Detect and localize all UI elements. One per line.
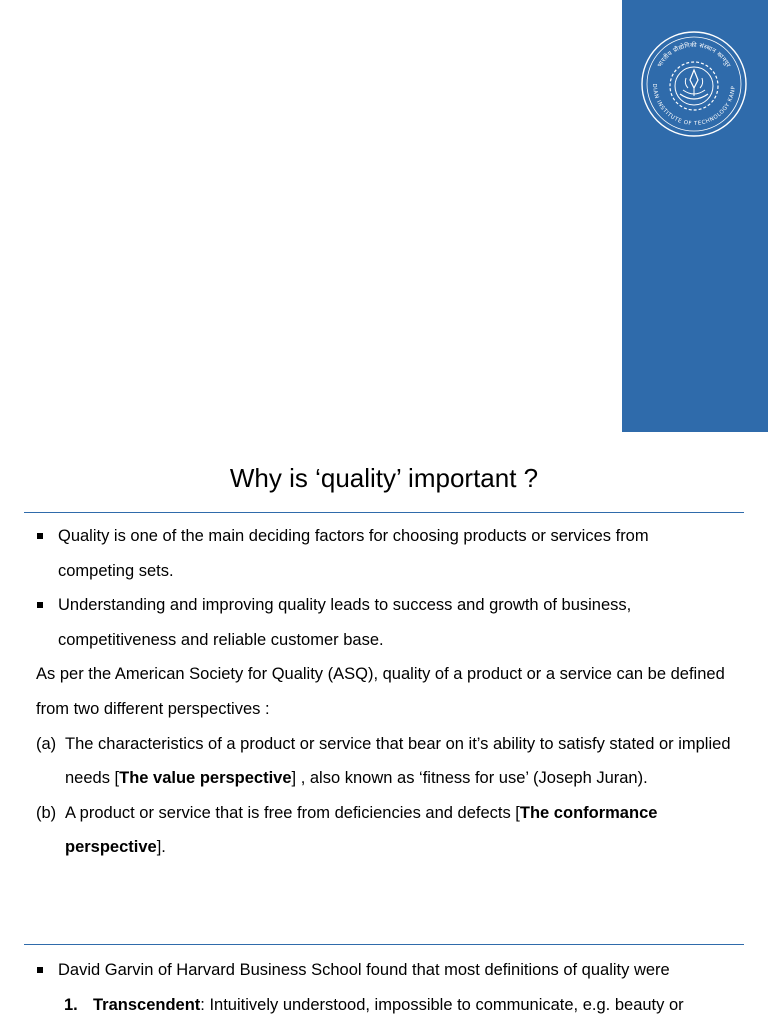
list-marker: (b) <box>36 803 57 822</box>
perspective-text: The characteristics of a product or service that bear on it’s ability to satisfy stated or implied needs [The value perspective] , also known as ‘fitness for use’ (Joseph Juran). <box>65 734 731 788</box>
next-slide-divider <box>24 944 744 945</box>
conformance-perspective-label: The conformance perspective <box>65 803 658 857</box>
title-divider <box>24 512 744 513</box>
iit-kanpur-logo <box>640 30 748 138</box>
bullet-text: Quality is one of the main deciding factors for choosing products or services from competing sets. <box>58 527 649 580</box>
square-bullet-icon <box>37 967 43 973</box>
svg-text:भारतीय प्रौद्योगिकी संस्थान का: भारतीय प्रौद्योगिकी संस्थान कानपुर <box>656 41 732 69</box>
slide-title: Why is ‘quality’ important ? <box>229 463 539 493</box>
transcendent-label: Transcendent <box>93 995 201 1014</box>
slide-body <box>0 519 768 865</box>
svg-text:INDIAN INSTITUTE OF TECHNOLOGY: DIAN INSTITUTE OF TECHNOLOGY KANP <box>650 83 738 128</box>
iit-kanpur-seal-icon <box>640 30 748 138</box>
value-perspective-label: The value perspective <box>119 769 292 788</box>
bullet-item <box>0 588 768 657</box>
perspective-text: A product or service that is free from deficiencies and defects [The conformance perspective]. <box>65 803 658 857</box>
perspective-item-b <box>0 796 768 865</box>
next-slide-body <box>0 953 768 1022</box>
numbered-item <box>0 988 768 1023</box>
numbered-text: Transcendent: Intuitively understood, impossible to communicate, e.g. beauty or <box>93 995 684 1014</box>
list-marker: (a) <box>36 734 57 753</box>
bullet-item <box>0 519 768 588</box>
bullet-item <box>0 953 768 988</box>
bullet-text: David Garvin of Harvard Business School found that most definitions of quality were <box>58 961 670 979</box>
square-bullet-icon <box>37 533 43 539</box>
bullet-text: Understanding and improving quality leads to success and growth of business, competitiveness and reliable customer base. <box>58 596 632 649</box>
list-marker: 1. <box>64 995 78 1014</box>
square-bullet-icon <box>37 602 43 608</box>
asq-paragraph: As per the American Society for Quality (ASQ), quality of a product or a service can be defined from two different perspectives : <box>36 665 725 718</box>
perspective-item-a <box>0 727 768 796</box>
